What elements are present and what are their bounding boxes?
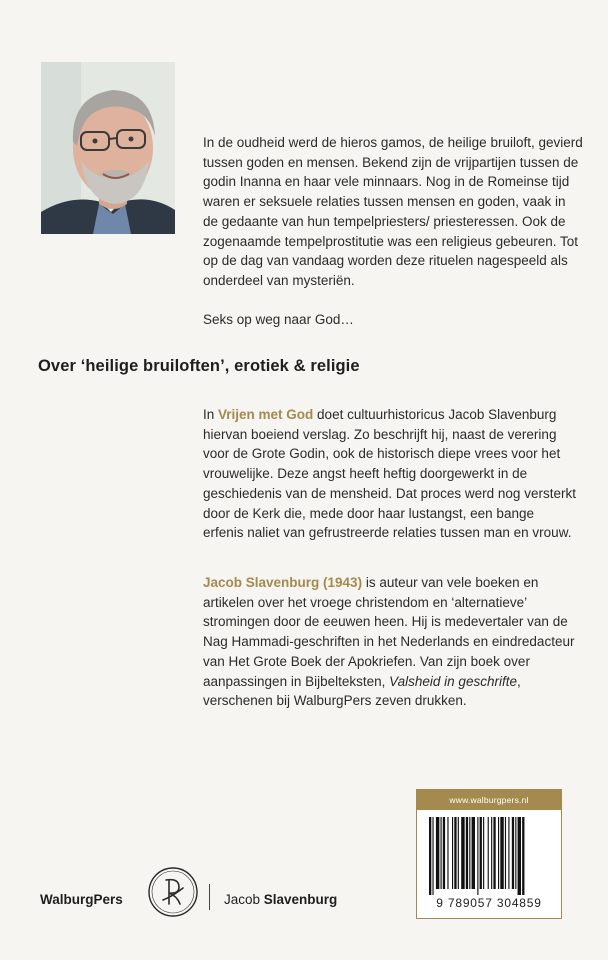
publisher-logo-icon	[147, 866, 199, 918]
barcode-bar	[491, 817, 492, 889]
barcode-bar	[512, 817, 514, 889]
barcode-bar	[443, 817, 445, 889]
barcode-bar	[498, 817, 499, 889]
barcode-bar	[436, 817, 439, 889]
para1-text: doet cultuurhistoricus Jacob Slavenburg hiervan boeiend verslag. Zo beschrijft hij, naast de verering voor de Grote Godin, ook de historisch diepe vrees voor het vrouwelijke. Deze angst heeft heftig doorgewerkt in de geschiedenis van de mensheid. Dat proces werd nog versterkt door de Kerk die, mede door haar lustangst, een bange erfenis naliet van gefrustreerde relaties tussen man en vrouw.	[203, 407, 576, 541]
section-heading: Over ‘heilige bruiloften’, erotiek & religie	[38, 357, 360, 375]
footer-author	[224, 892, 337, 907]
footer-divider	[209, 884, 210, 910]
intro-closing-line: Seks op weg naar God…	[203, 312, 354, 327]
para1-lead: In	[203, 407, 219, 422]
barcode-bar	[515, 817, 516, 889]
book-description-paragraph	[203, 405, 578, 543]
barcode-bar	[441, 817, 442, 889]
barcode-bar	[472, 817, 475, 889]
para2-tail: , verschenen bij WalburgPers zeven drukken.	[203, 673, 521, 709]
barcode-bar	[461, 817, 464, 889]
barcode-bar	[432, 817, 433, 895]
barcode-bar	[522, 817, 524, 895]
footer-author-last: Slavenburg	[263, 892, 338, 907]
isbn-number: 9 789057 304859	[436, 896, 542, 910]
barcode-bar	[518, 817, 521, 895]
author-bio-paragraph	[203, 573, 578, 711]
website-url: www.walburgpers.nl	[417, 790, 561, 810]
barcode-block	[416, 789, 562, 919]
barcode-bar	[458, 817, 459, 889]
barcode-bar	[454, 817, 456, 889]
barcode-bar	[477, 817, 478, 895]
barcode-bars	[429, 817, 549, 895]
barcode-bar	[488, 817, 489, 889]
publisher-name: WalburgPers	[40, 892, 123, 907]
barcode-bar	[480, 817, 482, 889]
author-photo	[41, 62, 175, 234]
author-name: Jacob Slavenburg (1943)	[203, 575, 363, 590]
barcode-bar	[429, 817, 431, 895]
barcode-bar	[500, 817, 503, 889]
barcode-bar	[469, 817, 470, 889]
barcode-bar	[493, 817, 495, 889]
footer-author-first: Jacob	[224, 892, 264, 907]
barcode-bar	[447, 817, 448, 889]
italic-book-title: Valsheid in geschrifte	[389, 673, 517, 689]
barcode-bar	[466, 817, 468, 889]
barcode-bar	[483, 817, 484, 889]
barcode-bar	[508, 817, 509, 889]
intro-paragraph: In de oudheid werd de hieros gamos, de heilige bruiloft, gevierd tussen goden en mensen. Bekend zijn de vrijpartijen tussen de godin Inanna en haar vele minnaars. Nog in de Romeinse tijd waren er seksuele relaties tussen mensen en goden, vaak in de gedaante van hun tempelpriesters/ priesteressen. Ook de zogenaamde tempelprostitutie was een religieus gebeuren. Tot op de dag van vandaag worden deze rituelen nagespeeld als onderdeel van mysteriën.	[203, 135, 583, 288]
book-title: Vrijen met God	[218, 407, 314, 422]
barcode-bar	[505, 817, 506, 889]
barcode-bar	[452, 817, 453, 889]
para2-text: is auteur van vele boeken en artikelen over het vroege christendom en ‘alternatieve’ stromingen door de eeuwen heen. Hij is medevertaler van de Nag Hammadi-geschriften in het Nederlands en eindredacteur van Het Grote Boek der Apokriefen. Van zijn boek over aanpassingen in Bijbelteksten,	[203, 575, 575, 689]
